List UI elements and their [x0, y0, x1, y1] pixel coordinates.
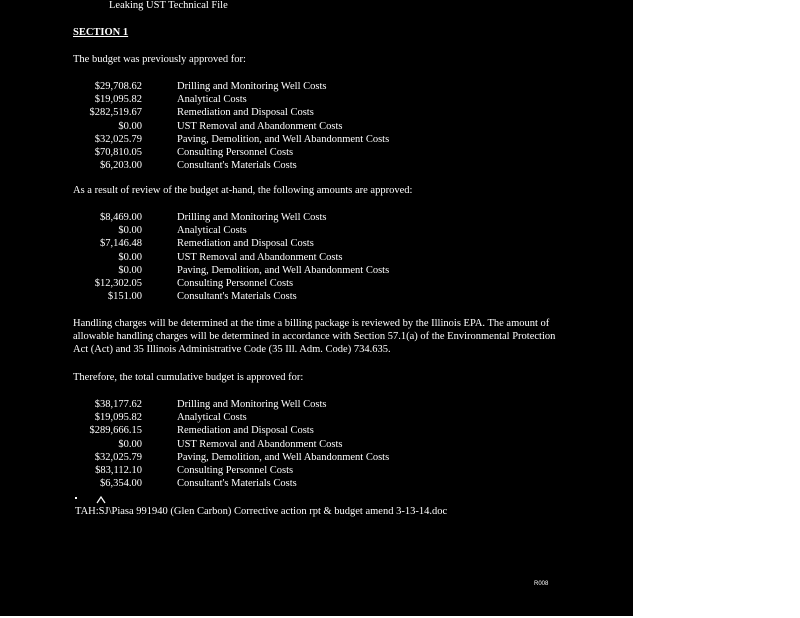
cost-description: Consultant's Materials Costs	[177, 160, 297, 172]
cost-amount: $6,354.00	[100, 478, 142, 490]
cost-description: Consultant's Materials Costs	[177, 478, 297, 490]
document-file-path: TAH:SJ\Piasa 991940 (Glen Carbon) Corrective action rpt & budget amend 3-13-14.doc	[75, 506, 448, 517]
cost-description: Drilling and Monitoring Well Costs	[177, 81, 327, 92]
cost-amount: $7,146.48	[100, 238, 142, 250]
cost-amount: $19,095.82	[94, 412, 142, 424]
cost-description: Paving, Demolition, and Well Abandonment Costs	[177, 264, 390, 276]
cost-description: Analytical Costs	[177, 94, 247, 106]
cost-amount: $0.00	[118, 251, 142, 263]
cost-amount: $70,810.05	[94, 146, 142, 158]
previous-budget-intro: The budget was previously approved for:	[73, 54, 246, 65]
page-stamp: R008	[534, 581, 549, 587]
cost-description: UST Removal and Abandonment Costs	[177, 120, 343, 132]
handling-charges-paragraph: Handling charges will be determined at the time a billing package is reviewed by the Illinois EPA. The amount of allowable handling charges will be determined in accordance with Section 57.1(a) of the Environmental Protection Act (Act) and 35 Illinois Administrative Code (35 Ill. Adm. Code) 734.635.	[73, 318, 556, 355]
cost-description: Remediation and Disposal Costs	[177, 238, 314, 250]
cost-description: Drilling and Monitoring Well Costs	[177, 399, 327, 410]
review-budget-intro: As a result of review of the budget at-hand, the following amounts are approved:	[73, 185, 413, 196]
cost-amount: $151.00	[107, 291, 142, 303]
cost-amount: $6,203.00	[100, 160, 142, 172]
cost-amount: $8,469.00	[100, 212, 142, 223]
cost-amount: $289,666.15	[89, 425, 142, 437]
cost-description: Drilling and Monitoring Well Costs	[177, 212, 327, 223]
cost-description: Consultant's Materials Costs	[177, 291, 297, 303]
cost-amount: $0.00	[118, 264, 142, 276]
cost-description: Paving, Demolition, and Well Abandonment Costs	[177, 451, 390, 463]
cost-description: Remediation and Disposal Costs	[177, 107, 314, 119]
cost-description: UST Removal and Abandonment Costs	[177, 251, 343, 263]
cost-amount: $0.00	[118, 438, 142, 450]
cost-description: Consulting Personnel Costs	[177, 464, 294, 476]
total-budget-intro: Therefore, the total cumulative budget is approved for:	[73, 372, 304, 383]
cost-amount: $0.00	[118, 120, 142, 132]
page-margin	[633, 0, 800, 618]
cost-description: Consulting Personnel Costs	[177, 277, 294, 289]
section-title: SECTION 1	[73, 27, 129, 38]
cost-amount: $32,025.79	[94, 133, 142, 145]
cost-amount: $32,025.79	[94, 451, 142, 463]
cost-amount: $38,177.62	[94, 399, 142, 410]
document-header: Leaking UST Technical File	[109, 0, 228, 11]
cost-description: Consulting Personnel Costs	[177, 146, 294, 158]
cost-amount: $19,095.82	[94, 94, 142, 106]
cost-description: Paving, Demolition, and Well Abandonment Costs	[177, 133, 390, 145]
cost-amount: $12,302.05	[94, 277, 142, 289]
cost-amount: $29,708.62	[94, 81, 142, 92]
cost-description: UST Removal and Abandonment Costs	[177, 438, 343, 450]
scan-dot-mark	[75, 497, 77, 499]
caret-mark-icon	[96, 495, 106, 505]
cost-amount: $0.00	[118, 225, 142, 237]
cost-description: Analytical Costs	[177, 412, 247, 424]
cost-description: Remediation and Disposal Costs	[177, 425, 314, 437]
cost-description: Analytical Costs	[177, 225, 247, 237]
cost-amount: $83,112.10	[95, 464, 142, 476]
cost-amount: $282,519.67	[89, 107, 142, 119]
